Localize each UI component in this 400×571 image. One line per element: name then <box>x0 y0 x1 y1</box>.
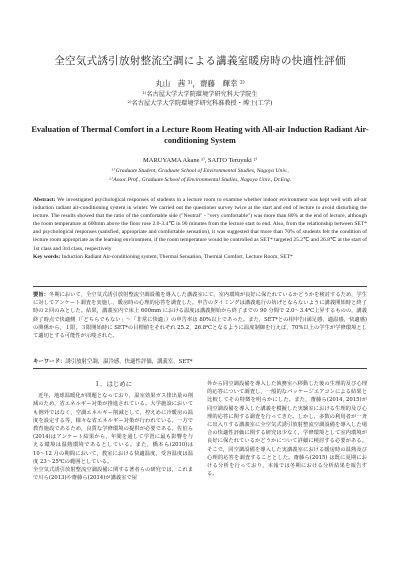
authors-english: MARUYAMA Akane ¹⁾, SAITO Teruyuki ²⁾ <box>142 157 257 164</box>
body-column-right <box>207 380 367 478</box>
yoshi-text: 冬期において，全空気式誘引放射整流空調設備を導入した講義室にて，室内環境が良好に保たれているかどうかを検討するため，学生に対してアンケート調査を実施し，暖房時の心理的応答を調査した。申告のタイミングは講義進行の妨げとならないように講義開始時と終了時の２回のみとした。結果，講義室内で床上 600mm における温度は講義開始から終了までの 90 分間で 2.0〜3.4℃上昇するものの，講義終了時点で快適側（「どちらでもない」〜「非常に快適」）の申告率は 80%以上であった。また，SET*との相申告(満足感，適温感，快適感)の関係から，１限，３限開始時に SET*の目標値をそれぞれ 25.2，26.8℃となるように温度制御を行えば，70%以上の学生が学修環境として適切とする可能性が示唆された。 <box>33 292 367 340</box>
divider-bottom <box>33 368 367 369</box>
authors-japanese: 丸山 茜 ¹⁾，齋藤 輝幸 ²⁾ <box>155 79 245 88</box>
keywords-text: Induction Radiant Air-conditioning system, Thermal Sensation, Thermal Comfort, Lecture Room, SET* <box>61 253 293 260</box>
keywords-jp-label: キーワード： <box>33 359 66 365</box>
affiliation-en-2: ²⁾ Assoc.Prof., Graduate School of Environmental Studies, Nagoya Univ., Dr.Eng. <box>108 176 292 183</box>
yoshi-label: 要旨： <box>33 292 49 298</box>
right-column-text: 外から同空調設備を導入した執務室へ移動した後の生理的及び心理的応答について調査し，一般的なパッケージエアコンによる結果と比較してその特徴を明らかにした。また，齋藤ら(2014, 2015)が同空調設備を導入した講義を模擬した実験室における生理的及び心理的応答に関する調査を行ってきた。しかし，多数の利用者が一斉に出入りする講義室に全空気式誘引放射整流空調設備を導入した場合の快適性評価に関する研究は少なく，学修環境として室内環境が良好に保たれているかどうかについて詳細に検討する必要がある。そこで，同空調設備を導入した実講義室における暖房時の温熱及び心理的応答を調査することとした。齋藤ら(2015) は既に夏期における分析を行っており，本報では冬期における分析結果を報告する。 <box>207 381 367 478</box>
japanese-abstract <box>33 291 367 340</box>
body-column-left <box>33 380 193 482</box>
title-japanese: 全空気式誘引放射整流空調による講義室暖房時の快適性評価 <box>54 55 346 67</box>
keywords-japanese <box>33 357 367 365</box>
keywords-label: Key words: <box>33 253 61 260</box>
divider-top <box>33 286 367 287</box>
left-column-text: 近年，地球温暖化が問題となっており，温室効果ガス排出量の削減のため，省エネルギー対策が推進されている。大学施設においても例外ではなく，空調エネルギー削減として，控えめに冷暖房の温度を設定する等，様々な省エネルギー対策が行われている。一方で教育施設であるため，良質な学修環境の提供が必要である。佐伯ら(2014)はアンケート結果から，年間を通して学習に最も影響を与える環境は温熱環境であるとしている。また，橋本ら(2010)は 10〜12 月の期間において，教室における快適温度，受容温度は温度 23〜25℃の範囲としている。 全空気式誘引放射整流空調設備に関する著者らの研究では，これまで川ら(2013)や齋藤ら(2014)が講義室で屋 <box>33 393 193 482</box>
affiliations-japanese <box>0 90 400 108</box>
keywords-jp-text: 誘引放射空調，温冷感，快適性評価，講義室，SET* <box>65 359 193 365</box>
abstract <box>33 196 367 261</box>
affiliation-jp-2: ²⁾名古屋大学大学院環境学研究科准教授・博士(工学) <box>127 100 273 107</box>
abstract-text: We investigated psychological responses of students in a lecture room to examine whether indoor environment was kept well with all-air induction radiant air-conditioning system in winter. We carried out the questioner survey twice at the start and end of lecture to avoid disturbing the lecture. The results showed that the ratio of the comfortable side ("Neutral" - "very comfortable") was more than 80% at the end of lecture, although the room temperature at 600mm above the floor rose 2.0-3.4℃ in 90 minutes from the lecture start to end. Also, from the relationship between SET* and psychological responses (satisfied, appropriate and comfortable sensation), it was suggested that more than 70% of students felt the condition of lecture room appropriate as the learning environment, if the room temperature would be controlled as SET* targeted 25.2℃ and 26.8℃ at the start of 1st class and 3rd class, respectively <box>33 197 367 252</box>
affiliations-english <box>0 167 400 184</box>
section-heading: １．はじめに <box>93 380 133 388</box>
title-english: Evaluation of Thermal Comfort in a Lecture Room Heating with All-air Induction Radiant Air-conditioning System <box>31 125 369 145</box>
affiliation-jp-1: ¹⁾名古屋大学大学院環境学研究科大学院生 <box>142 91 258 98</box>
abstract-label: Abstract: <box>33 197 56 203</box>
affiliation-en-1: ¹⁾ Graduate Student, Graduate School of Environmental Studies, Nagoya Univ., <box>111 168 289 174</box>
